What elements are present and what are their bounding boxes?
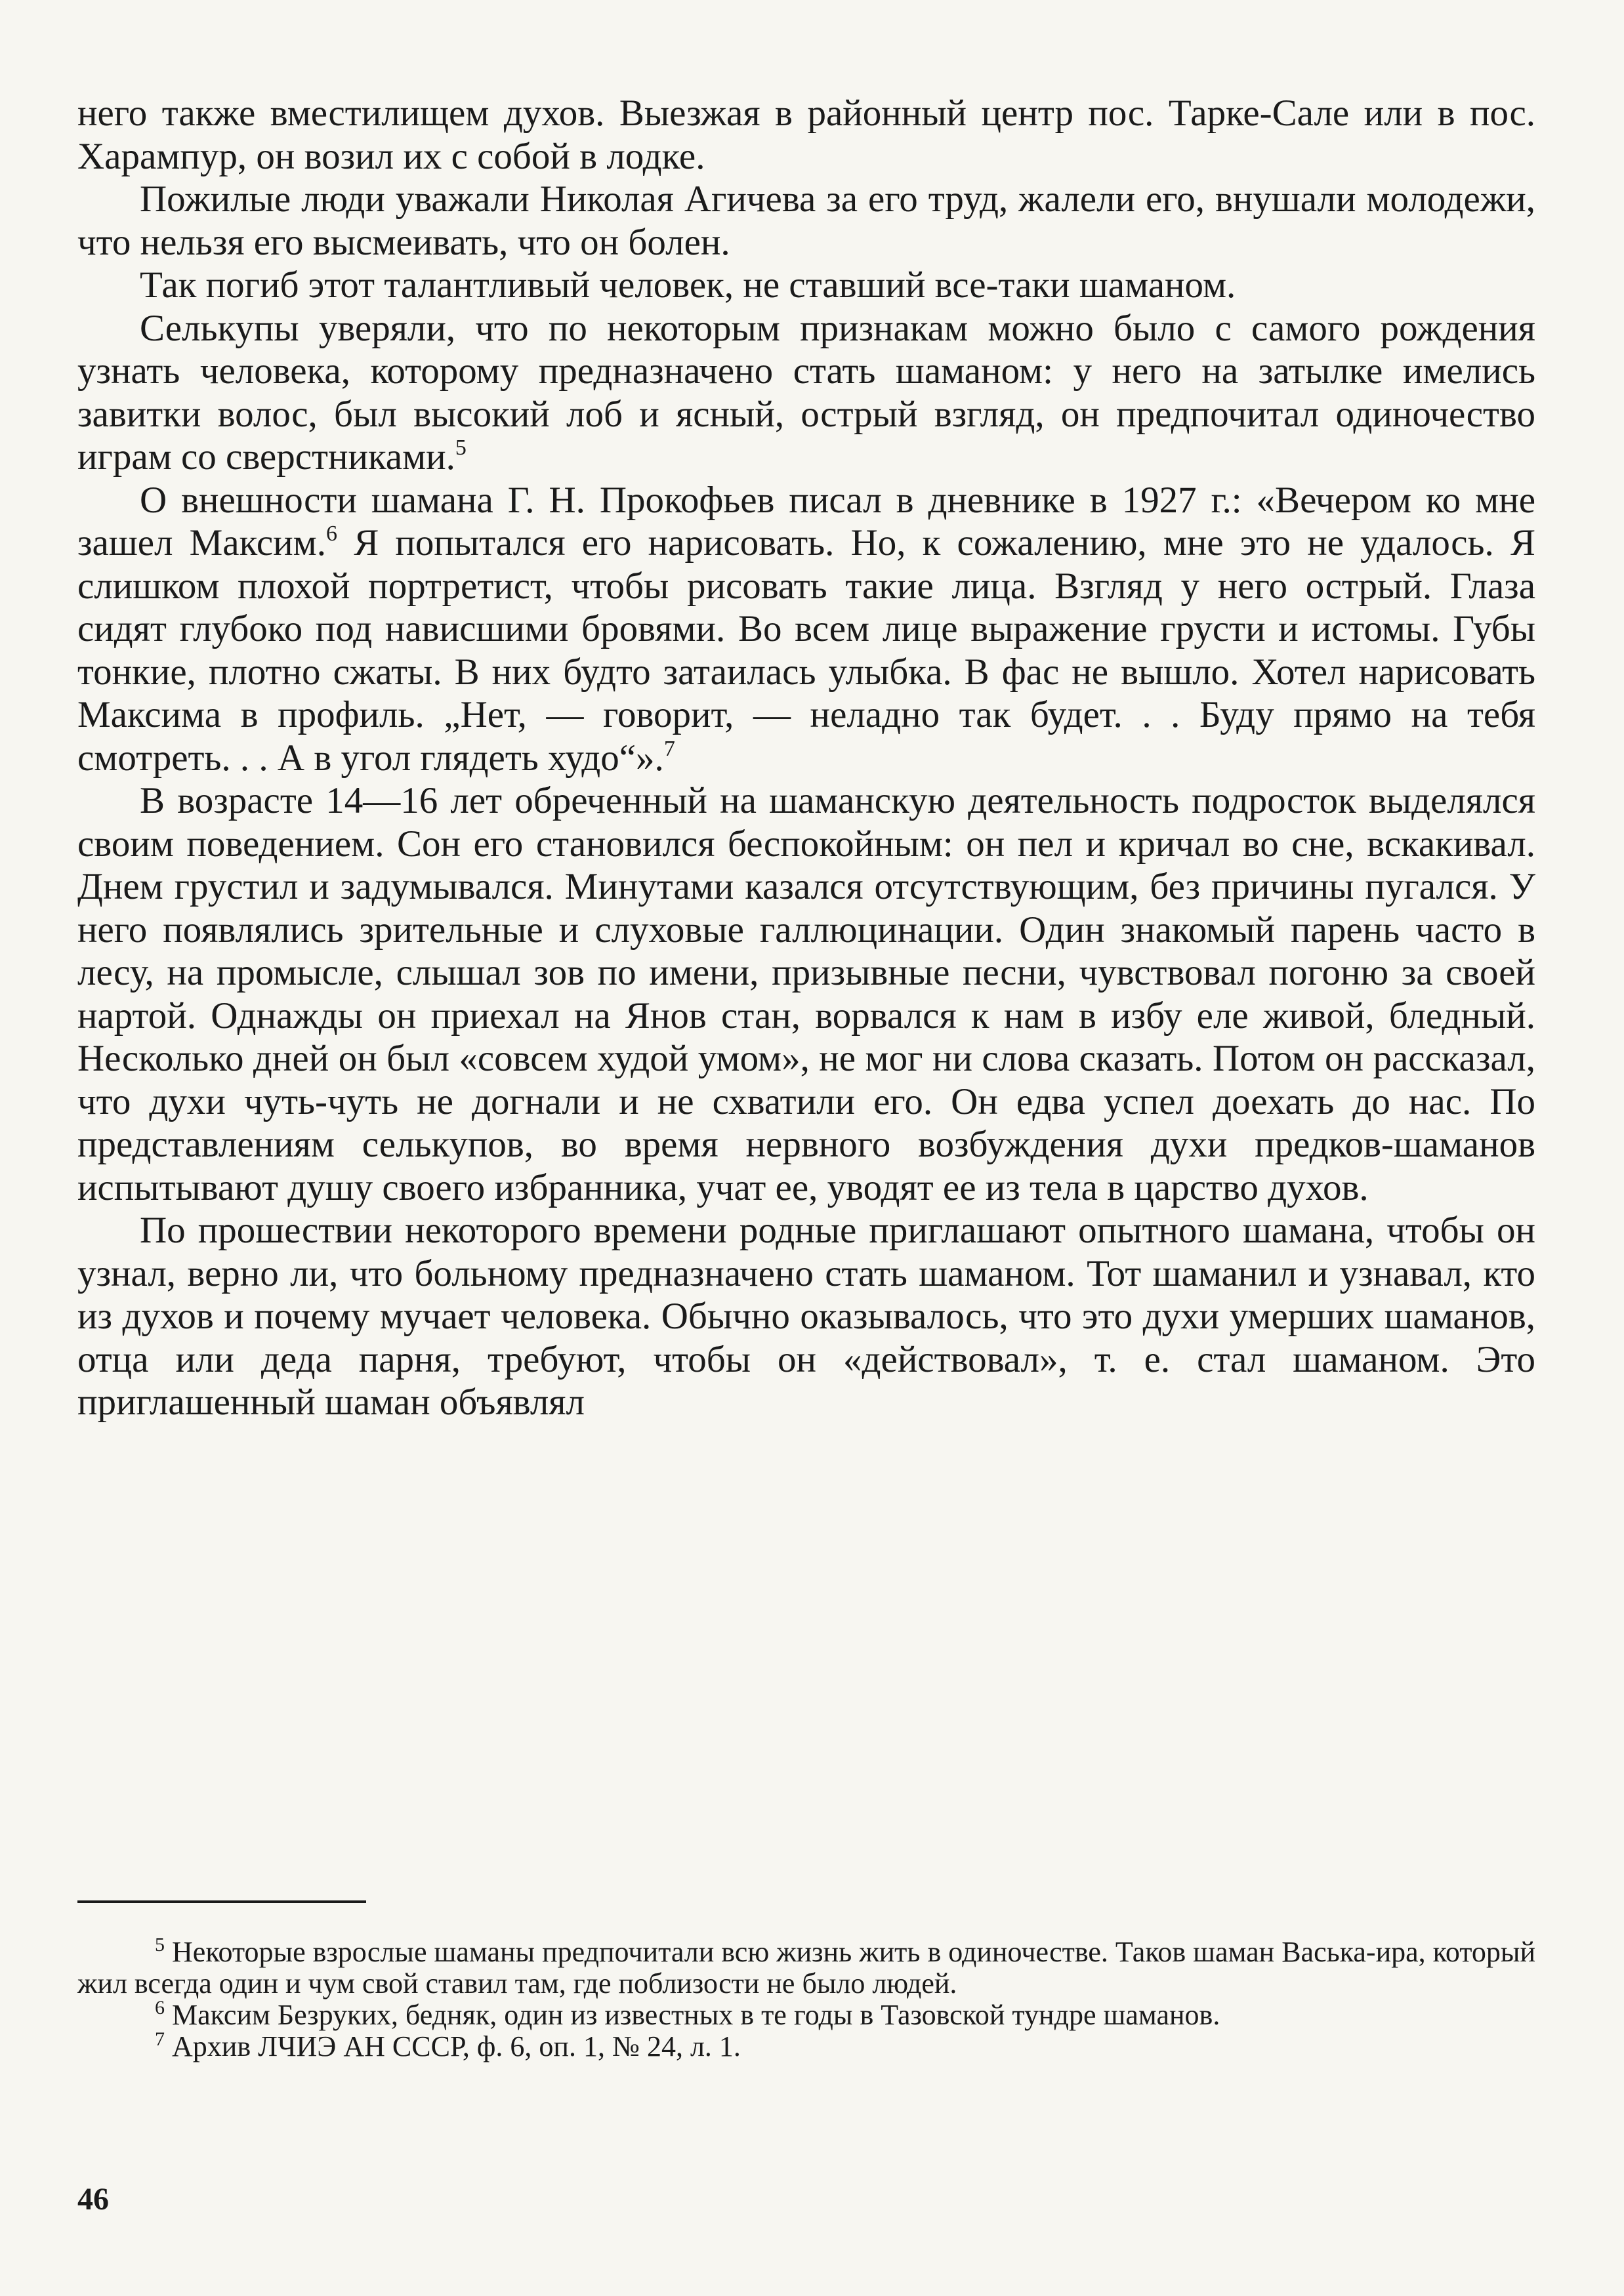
footnote: $^5$ Некоторые взрослые шаманы предпочитали всю жизнь жить в одиночестве. Таков шаман Васька-ира, который жил всегда один и чум свой ставил там, где поблизости не было людей. [77,1934,1535,1999]
paragraph: В возрасте 14—16 лет обреченный на шаманскую деятельность подросток выделялся своим поведением. Сон его становился беспокойным: он пел и кричал во сне, вскакивал. Днем грустил и задумывался. Минутами казался отсутствующим, без причины пугался. У него появлялись зрительные и слуховые галлюцинации. Один знакомый парень часто в лесу, на промысле, слышал зов по имени, призывные песни, чувствовал погоню за своей нартой. Однажды он приехал на Янов стан, ворвался к нам в избу еле живой, бледный. Несколько дней он был «совсем худой умом», не мог ни слова сказать. Потом он рассказал, что духи чуть-чуть не догнали и не схватили его. Он едва успел доехать до нас. По представлениям селькупов, во время нервного возбуждения духи предков-шаманов испытывают душу своего избранника, учат ее, уводят ее из тела в царство духов. [77,780,1535,1208]
footnote-marker: 5 [455,436,467,460]
paragraph: него также вместилищем духов. Выезжая в районный центр пос. Тарке-Сале или в пос. Харампур, он возил их с собой в лодке. [77,92,1535,177]
footnote: $^6$ Максим Безруких, бедняк, один из известных в те годы в Тазовской тундре шаманов. [155,1997,1220,2031]
paragraph: Пожилые люди уважали Николая Агичева за его труд, жалели его, внушали молодежи, что нельзя его высмеивать, что он болен. [77,178,1535,263]
paragraph: По прошествии некоторого времени родные приглашают опытного шамана, чтобы он узнал, верно ли, что больному предназначено стать шаманом. Тот шаманил и узнавал, кто из духов и почему мучает человека. Обычно оказывалось, что это духи умерших шаманов, отца или деда парня, требуют, чтобы он «действовал», т. е. стал шаманом. Это приглашенный шаман объявлял [77,1210,1535,1423]
footnote: $^7$ Архив ЛЧИЭ АН СССР, ф. 6, оп. 1, № 24, л. 1. [155,2028,741,2062]
footnote-divider [77,1900,366,1903]
main-text [77,92,1535,1424]
footnote-marker: 6 [326,522,338,546]
footnotes [77,1934,1535,2062]
page-number: 46 [77,2182,109,2217]
paragraph: О внешности шамана Г. Н. Прокофьев писал в дневнике в 1927 г.: «Вечером ко мне зашел Максим.$^6$ Я попытался его нарисовать. Но, к сожалению, мне это не удалось. Я слишком плохой портретист, чтобы рисовать такие лица. Взгляд у него острый. Глаза сидят глубоко под нависшими бровями. Во всем лице выражение грусти и истомы. Губы тонкие, плотно сжаты. В них будто затаилась улыбка. В фас не вышло. Хотел нарисовать Максима в профиль. „Нет, — говорит, — неладно так будет. . . Буду прямо на тебя смотреть. . . А в угол глядеть худо“».$^7$ [77,479,1535,779]
paragraph: Селькупы уверяли, что по некоторым признакам можно было с самого рождения узнать человека, которому предназначено стать шаманом: у него на затылке имелись завитки волос, был высокий лоб и ясный, острый взгляд, он предпочитал одиночество играм со сверстниками.$^5$ [77,307,1535,478]
footnote-marker: 7 [663,736,675,761]
paragraph: Так погиб этот талантливый человек, не ставший все-таки шаманом. [140,264,1236,306]
